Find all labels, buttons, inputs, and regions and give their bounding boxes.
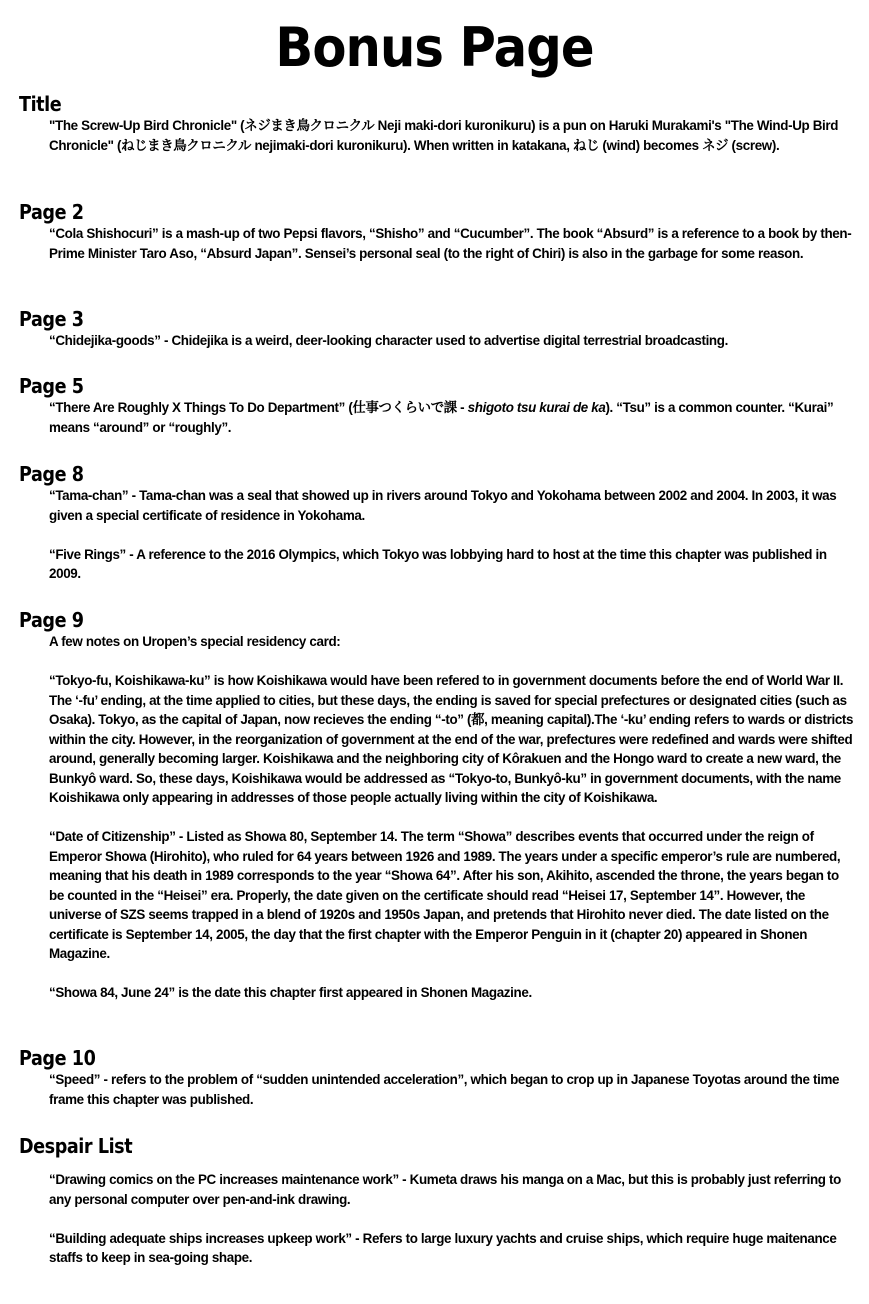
- section-heading: Page 5: [19, 374, 84, 398]
- section-paragraph: A few notes on Uropen’s special residency card:: [49, 634, 341, 649]
- section-heading: Title: [19, 92, 62, 116]
- section-page-2: [19, 200, 854, 263]
- section-paragraph: “Date of Citizenship” - Listed as Showa 80, September 14. The term “Showa” describes events that occurred under the reign of Emperor Showa (Hirohito), who ruled for 64 years between 1926 and 1989. The years under a specific emperor’s rule are numbered, meaning that his death in 1989 corresponds to the year “Showa 64”. After his son, Akihito, ascended the throne, the years began to be counted in the “Heisei” era. Properly, the date given on the certificate should read “Heisei 17, September 14”. However, the universe of SZS seems trapped in a blend of 1920s and 1950s Japan, and pretends that Hirohito never died. The date listed on the certificate is September 14, 2005, the day that the first chapter with the Emperor Penguin in it (chapter 20) appeared in Shonen Magazine.: [49, 829, 841, 961]
- section-paragraph: “Cola Shishocuri” is a mash-up of two Pepsi flavors, “Shisho” and “Cucumber”. The book “Absurd” is a reference to a book by then-Prime Minister Taro Aso, “Absurd Japan”. Sensei’s personal seal (to the right of Chiri) is also in the garbage for some reason.: [49, 226, 852, 261]
- section-heading: Page 8: [19, 462, 84, 486]
- paragraph-text: ). “Tsu” is a common counter. “Kurai” means “around” or “roughly”.: [49, 400, 834, 435]
- romaji-italic: shigoto tsu kurai de ka: [467, 400, 606, 415]
- section-paragraph: "The Screw-Up Bird Chronicle" (ネジまき鳥クロニクル Neji maki-dori kuronikuru) is a pun on Haruki Murakami's "The Wind-Up Bird Chronicle" (ねじまき鳥クロニクル nejimaki-dori kuronikuru). When written in katakana, ねじ (wind) becomes ネジ (screw).: [49, 118, 839, 153]
- section-despair-list: [19, 1134, 854, 1268]
- section-page-8: [19, 462, 854, 584]
- section-heading: Page 9: [19, 608, 84, 632]
- section-page-10: [19, 1046, 854, 1109]
- section-paragraph: “Five Rings” - A reference to the 2016 Olympics, which Tokyo was lobbying hard to host at the time this chapter was published in 2009.: [49, 546, 827, 581]
- section-paragraph: “Tokyo-fu, Koishikawa-ku” is how Koishikawa would have been refered to in government documents before the end of World War II. The ‘-fu’ ending, at the time applied to cities, but these days, the ending is saved for special prefectures or designated cities (such as Osaka). Tokyo, as the capital of Japan, now recieves the ending “-to” (都, meaning capital).The ‘-ku’ ending refers to wards or districts within the city. However, in the reorganization of government at the end of the war, prefectures were redefined and wards were shifted around, generally becoming larger. Koishikawa and the neighboring city of Kôrakuen and the Hongo ward to create a new ward, the Bunkyô ward. So, these days, Koishikawa would be addressed as “Tokyo-to, Bunkyô-ku” in government documents, with the name Koishikawa only appearing in addresses of those people actually living within the city of Koishikawa.: [49, 673, 854, 805]
- section-paragraph: “Speed” - refers to the problem of “sudden unintended acceleration”, which began to crop up in Japanese Toyotas around the time frame this chapter was published.: [49, 1072, 840, 1107]
- section-paragraph: “Building adequate ships increases upkeep work” - Refers to large luxury yachts and cruise ships, which require huge maitenance staffs to keep in sea-going shape.: [49, 1230, 837, 1265]
- section-heading: Page 2: [19, 200, 84, 224]
- section-paragraph: “Drawing comics on the PC increases maintenance work” - Kumeta draws his manga on a Mac, but this is probably just referring to any personal computer over pen-and-ink drawing.: [49, 1172, 841, 1207]
- section-paragraph: “Showa 84, June 24” is the date this chapter first appeared in Shonen Magazine.: [49, 985, 532, 1000]
- section-heading: Page 10: [19, 1046, 96, 1070]
- section-page-3: [19, 307, 854, 351]
- section-paragraph: [49, 398, 854, 437]
- section-heading: Despair List: [19, 1134, 133, 1158]
- section-paragraph: “Chidejika-goods” - Chidejika is a weird, deer-looking character used to advertise digital terrestrial broadcasting.: [49, 333, 728, 348]
- section-page-5: [19, 374, 854, 437]
- paragraph-text: “There Are Roughly X Things To Do Department” (仕事つくらいで課 -: [49, 400, 468, 415]
- section-heading: Page 3: [19, 307, 84, 331]
- section-page-9: [19, 608, 854, 1003]
- section-title: [19, 92, 854, 155]
- page-title: Bonus Page: [275, 16, 594, 79]
- section-paragraph: “Tama-chan” - Tama-chan was a seal that showed up in rivers around Tokyo and Yokohama between 2002 and 2004. In 2003, it was given a special certificate of residence in Yokohama.: [49, 488, 837, 523]
